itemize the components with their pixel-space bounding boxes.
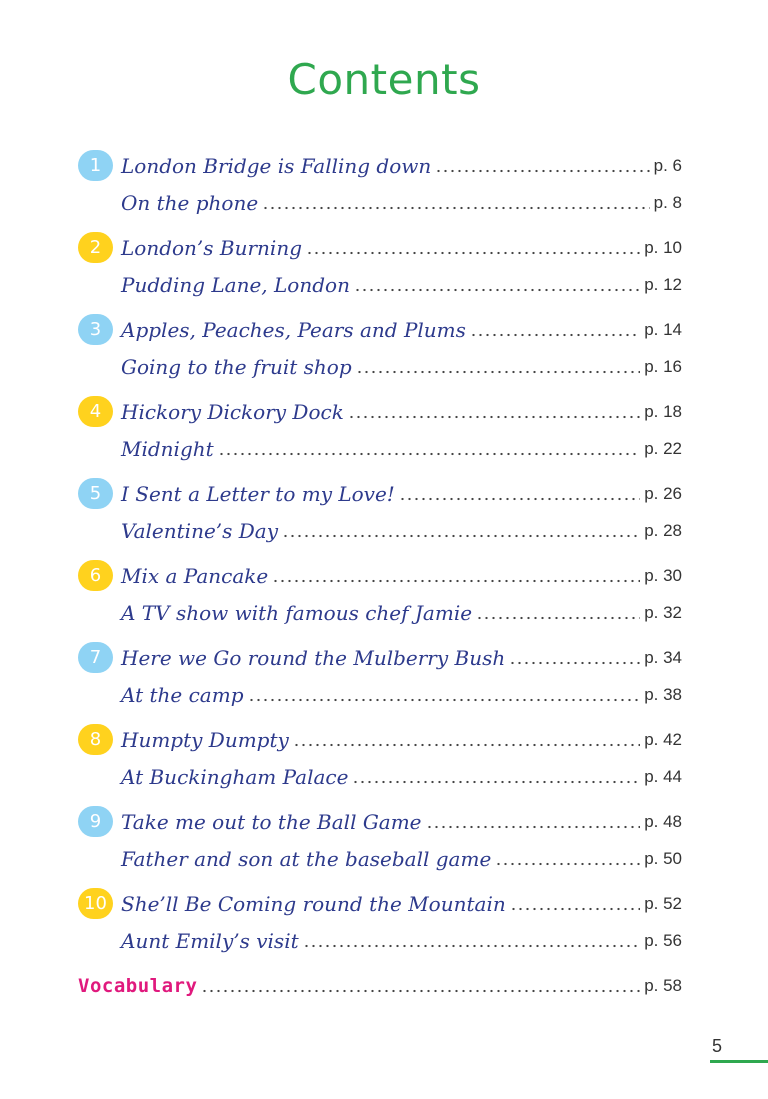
unit-number-badge: 8	[78, 724, 113, 755]
toc-row[interactable]	[78, 512, 682, 549]
dot-leader	[426, 821, 641, 833]
page-number: 5	[712, 1036, 723, 1056]
unit-group	[78, 885, 682, 959]
dot-leader	[476, 612, 640, 624]
unit-group	[78, 475, 682, 549]
toc-entry-title: Here we Go round the Mulberry Bush	[121, 645, 506, 670]
dot-leader	[495, 858, 640, 870]
toc-page-ref: p. 42	[644, 729, 682, 749]
dot-leader	[354, 284, 640, 296]
toc-row[interactable]	[78, 557, 682, 594]
unit-group	[78, 311, 682, 385]
unit-number-badge: 10	[78, 888, 113, 919]
dot-leader	[248, 694, 641, 706]
toc-page-ref: p. 8	[653, 192, 682, 212]
toc-row[interactable]	[78, 229, 682, 266]
toc-row[interactable]	[78, 676, 682, 713]
dot-leader	[435, 165, 649, 177]
unit-number-badge: 9	[78, 806, 113, 837]
toc-row[interactable]	[78, 311, 682, 348]
toc-entry-title: London’s Burning	[121, 235, 303, 260]
toc-page-ref: p. 18	[644, 401, 682, 421]
dot-leader	[293, 739, 640, 751]
toc-page-ref: p. 44	[644, 766, 682, 786]
toc-entry-title: Going to the fruit shop	[121, 354, 352, 379]
toc-page-ref: p. 52	[644, 893, 682, 913]
dot-leader	[509, 657, 640, 669]
toc-entry-title: Valentine’s Day	[121, 518, 279, 543]
vocabulary-title: Vocabulary	[78, 974, 198, 997]
toc-row[interactable]	[78, 393, 682, 430]
toc-entry-title: I Sent a Letter to my Love!	[121, 481, 395, 506]
toc-row[interactable]	[78, 721, 682, 758]
dot-leader	[352, 776, 640, 788]
toc-entry-title: She’ll Be Coming round the Mountain	[121, 891, 506, 916]
toc-page-ref: p. 34	[644, 647, 682, 667]
toc-row[interactable]	[78, 803, 682, 840]
dot-leader	[262, 202, 649, 214]
dot-leader	[201, 985, 640, 997]
toc-entry-title: Pudding Lane, London	[121, 272, 350, 297]
unit-number-badge: 4	[78, 396, 113, 427]
unit-group	[78, 557, 682, 631]
toc-row[interactable]	[78, 266, 682, 303]
unit-number-badge: 6	[78, 560, 113, 591]
unit-group	[78, 393, 682, 467]
toc-page-ref: p. 30	[644, 565, 682, 585]
unit-group	[78, 721, 682, 795]
toc-page-ref: p. 32	[644, 602, 682, 622]
vocabulary-page-ref: p. 58	[644, 975, 682, 995]
unit-number-badge: 1	[78, 150, 113, 181]
unit-number-badge: 7	[78, 642, 113, 673]
toc-entry-title: At Buckingham Palace	[121, 764, 349, 789]
dot-leader	[303, 940, 641, 952]
toc-page-ref: p. 28	[644, 520, 682, 540]
toc-row[interactable]	[78, 348, 682, 385]
toc-page-ref: p. 38	[644, 684, 682, 704]
dot-leader	[306, 247, 640, 259]
toc-page-ref: p. 26	[644, 483, 682, 503]
toc-entry-title: Mix a Pancake	[121, 563, 269, 588]
toc-page-ref: p. 6	[653, 155, 682, 175]
toc-row[interactable]	[78, 430, 682, 467]
toc-entry-title: Hickory Dickory Dock	[121, 399, 344, 424]
toc-row[interactable]	[78, 639, 682, 676]
toc-row[interactable]	[78, 594, 682, 631]
dot-leader	[399, 493, 640, 505]
toc-page-ref: p. 12	[644, 274, 682, 294]
toc-page-ref: p. 10	[644, 237, 682, 257]
toc-entry-title: Midnight	[121, 436, 214, 461]
dot-leader	[470, 329, 640, 341]
toc-row[interactable]	[78, 885, 682, 922]
table-of-contents	[78, 147, 682, 1004]
unit-group	[78, 803, 682, 877]
toc-entry-title: Humpty Dumpty	[121, 727, 289, 752]
unit-group	[78, 639, 682, 713]
dot-leader	[510, 903, 640, 915]
toc-entry-title: On the phone	[121, 190, 259, 215]
toc-entry-title: Take me out to the Ball Game	[121, 809, 422, 834]
unit-number-badge: 3	[78, 314, 113, 345]
unit-number-badge: 5	[78, 478, 113, 509]
toc-row[interactable]	[78, 184, 682, 221]
dot-leader	[218, 448, 641, 460]
dot-leader	[272, 575, 640, 587]
toc-row[interactable]	[78, 147, 682, 184]
toc-page-ref: p. 16	[644, 356, 682, 376]
toc-entry-title: A TV show with famous chef Jamie	[121, 600, 473, 625]
toc-row[interactable]	[78, 922, 682, 959]
dot-leader	[282, 530, 640, 542]
unit-group	[78, 147, 682, 221]
vocabulary-row[interactable]	[78, 967, 682, 1004]
page-title: Contents	[287, 55, 481, 104]
unit-group	[78, 229, 682, 303]
toc-row[interactable]	[78, 475, 682, 512]
toc-entry-title: Apples, Peaches, Pears and Plums	[121, 317, 466, 342]
toc-page-ref: p. 50	[644, 848, 682, 868]
toc-entry-title: Aunt Emily’s visit	[121, 928, 299, 953]
toc-row[interactable]	[78, 758, 682, 795]
page-number-underline	[710, 1060, 768, 1063]
dot-leader	[348, 411, 640, 423]
toc-entry-title: London Bridge is Falling down	[121, 153, 432, 178]
unit-number-badge: 2	[78, 232, 113, 263]
toc-page-ref: p. 14	[644, 319, 682, 339]
toc-page-ref: p. 22	[644, 438, 682, 458]
toc-row[interactable]	[78, 840, 682, 877]
toc-entry-title: Father and son at the baseball game	[121, 846, 492, 871]
toc-page-ref: p. 56	[644, 930, 682, 950]
toc-page-ref: p. 48	[644, 811, 682, 831]
dot-leader	[356, 366, 641, 378]
toc-entry-title: At the camp	[121, 682, 244, 707]
